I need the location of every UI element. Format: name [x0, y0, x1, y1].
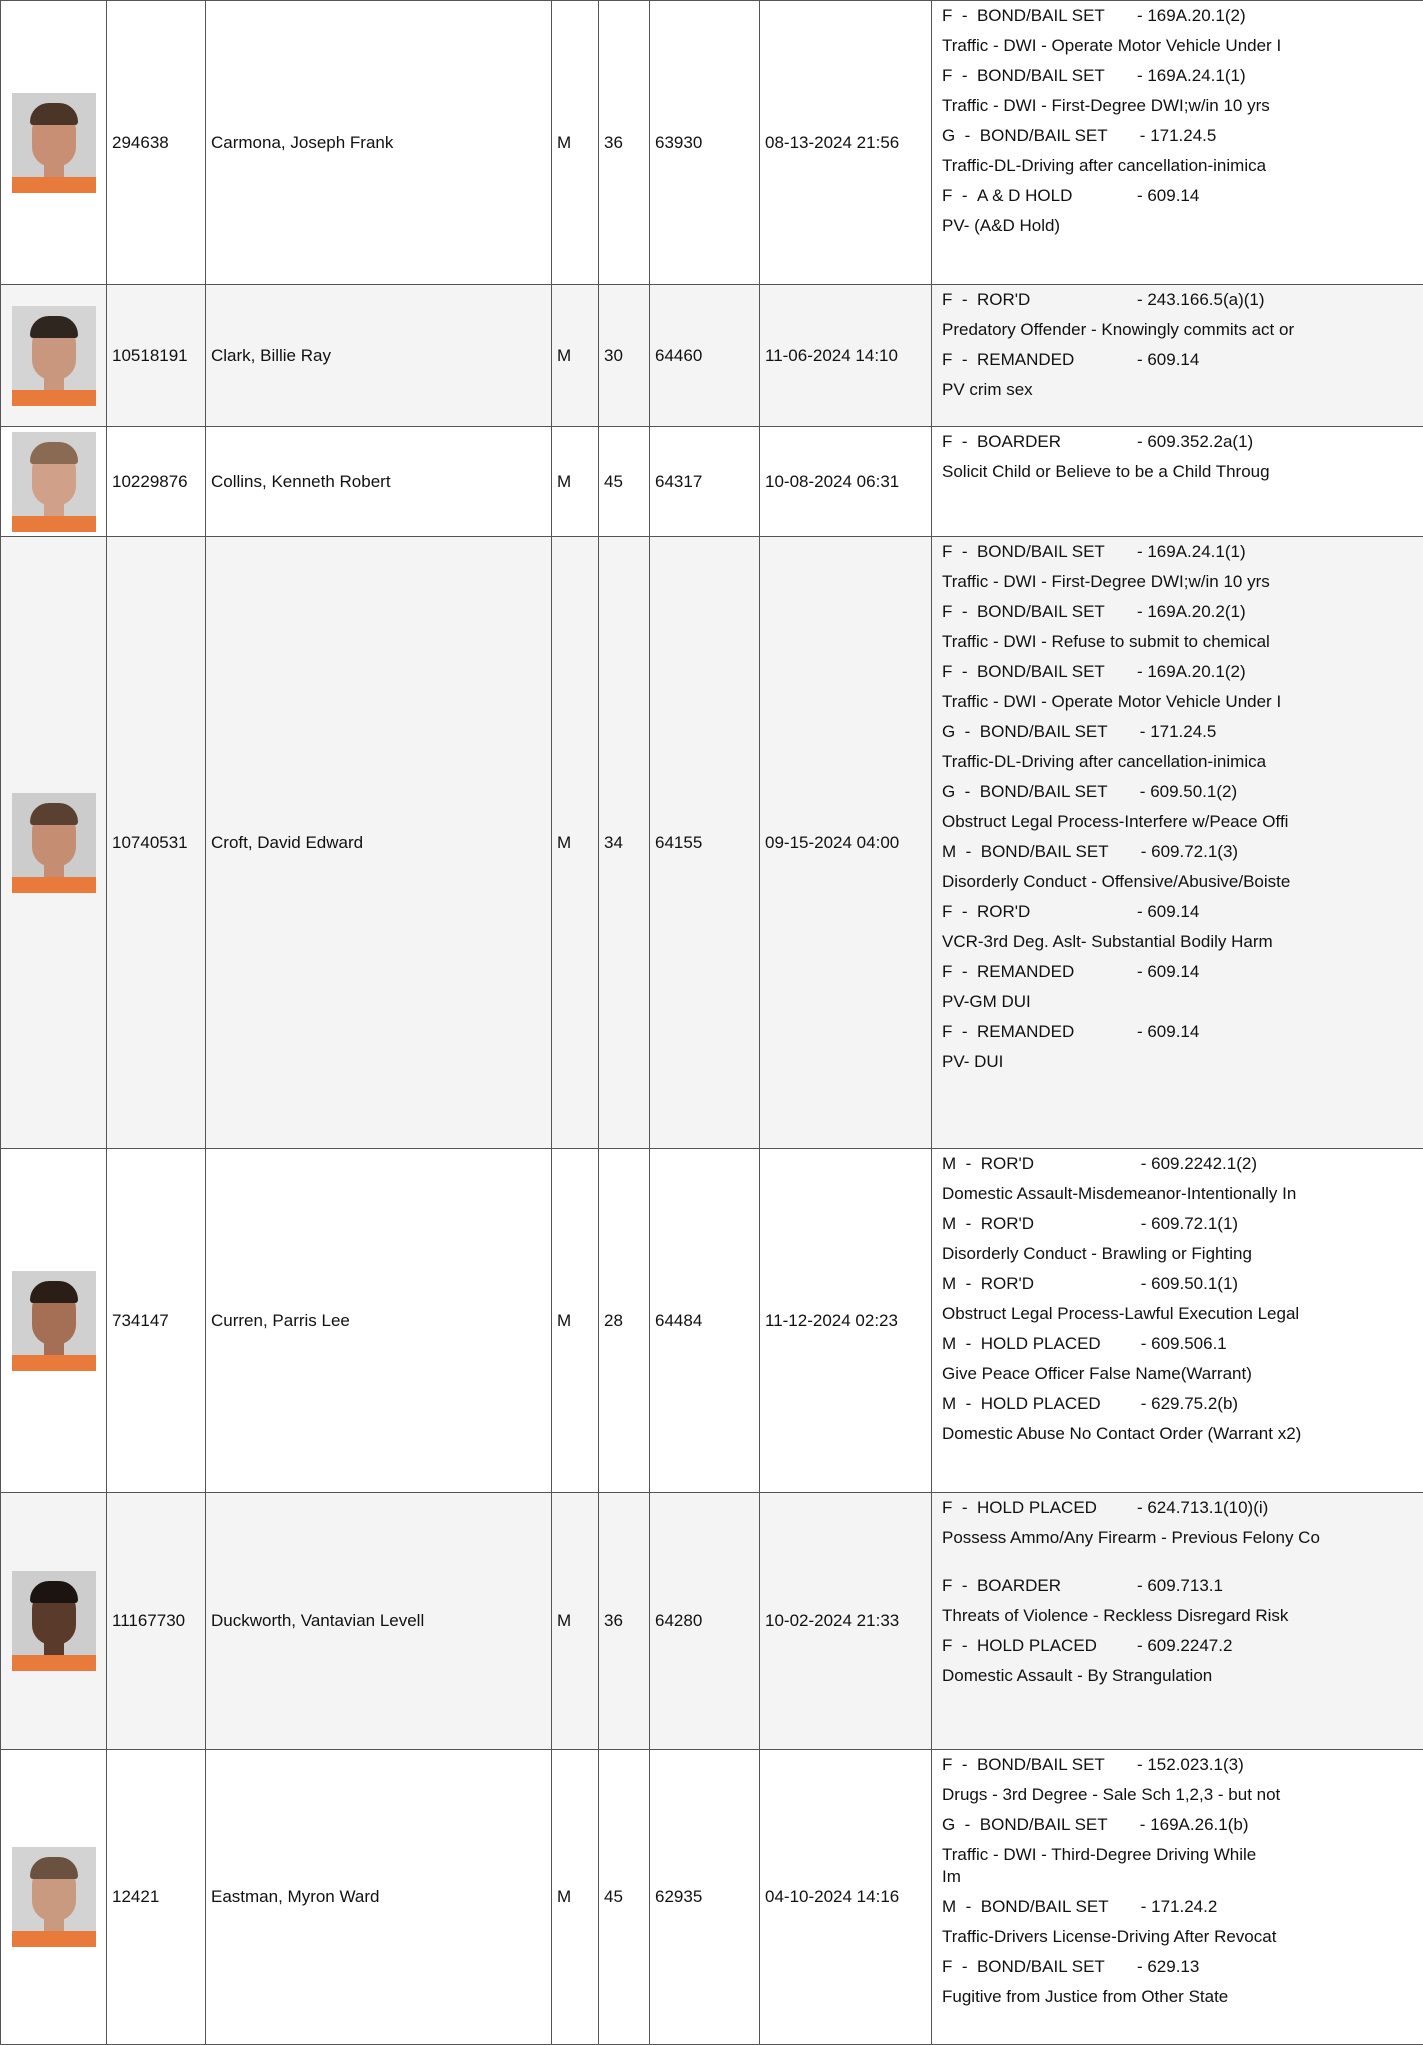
charge-separator: - — [952, 1498, 977, 1517]
charge-description: Obstruct Legal Process-Lawful Execution Legal — [942, 1299, 1423, 1329]
charge-header — [942, 1269, 1423, 1299]
charge-separator: - — [956, 1154, 981, 1173]
charge-separator: - — [1137, 1498, 1147, 1517]
mugshot-shirt — [12, 1355, 96, 1371]
charge-statute: 609.506.1 — [1151, 1334, 1227, 1353]
mugshot-photo — [12, 1271, 96, 1371]
charge-separator: - — [956, 1394, 981, 1413]
charge-level: G — [942, 126, 955, 145]
charge-description: Traffic-DL-Driving after cancellation-inimica — [942, 747, 1423, 777]
charge-header — [942, 897, 1423, 927]
charge-description: PV- DUI — [942, 1047, 1423, 1077]
charge-separator: - — [956, 1274, 981, 1293]
charge-separator: - — [1137, 1957, 1147, 1976]
inmate-id: 294638 — [107, 1, 206, 285]
charge-level: M — [942, 1334, 956, 1353]
charge-status: BOND/BAIL SET — [977, 61, 1137, 91]
inmate-id: 10518191 — [107, 285, 206, 427]
charge-description: Threats of Violence - Reckless Disregard Risk — [942, 1601, 1423, 1631]
charge-status: BOND/BAIL SET — [980, 1810, 1140, 1840]
charge-header — [942, 1, 1423, 31]
charge-header — [942, 717, 1423, 747]
charge-header — [942, 1750, 1423, 1780]
charge-separator: - — [952, 186, 977, 205]
booking-date: 09-15-2024 04:00 — [760, 537, 932, 1149]
mugshot-hair — [30, 803, 78, 825]
charge-level: M — [942, 1274, 956, 1293]
charge-statute: 609.14 — [1147, 962, 1199, 981]
charge-description: PV crim sex — [942, 375, 1423, 405]
charge-description: Predatory Offender - Knowingly commits act or — [942, 315, 1423, 345]
inmate-age: 34 — [599, 537, 650, 1149]
charge-separator: - — [1137, 902, 1147, 921]
inmate-row — [1, 427, 1423, 537]
inmate-name: Carmona, Joseph Frank — [206, 1, 552, 285]
photo-cell — [1, 1493, 107, 1750]
charge-header — [942, 1149, 1423, 1179]
charges-cell — [932, 1493, 1423, 1750]
mugshot-photo — [12, 1847, 96, 1947]
charge-status: HOLD PLACED — [981, 1329, 1141, 1359]
charge-separator: - — [1137, 66, 1147, 85]
charge-statute: 609.14 — [1147, 186, 1199, 205]
charge-status: BOARDER — [977, 1571, 1137, 1601]
inmate-name: Curren, Parris Lee — [206, 1149, 552, 1493]
inmate-row — [1, 1149, 1423, 1493]
charge-separator: - — [1137, 1636, 1147, 1655]
charge-header — [942, 1952, 1423, 1982]
charge-separator: - — [1137, 602, 1147, 621]
charge-status: HOLD PLACED — [977, 1631, 1137, 1661]
booking-number: 64484 — [650, 1149, 760, 1493]
charge-description: Traffic - DWI - First-Degree DWI;w/in 10 yrs — [942, 567, 1423, 597]
charge-header — [942, 1493, 1423, 1523]
charge-description: Traffic - DWI - Operate Motor Vehicle Under I — [942, 687, 1423, 717]
charge-statute: 609.72.1(1) — [1151, 1214, 1238, 1233]
charge-description: VCR-3rd Deg. Aslt- Substantial Bodily Harm — [942, 927, 1423, 957]
inmate-age: 36 — [599, 1493, 650, 1750]
charge-separator: - — [1137, 542, 1147, 561]
charge-separator: - — [1137, 186, 1147, 205]
charge-level: F — [942, 350, 952, 369]
booking-number: 64155 — [650, 537, 760, 1149]
charge-level: M — [942, 842, 956, 861]
mugshot-shirt — [12, 1655, 96, 1671]
charge-statute: 609.2242.1(2) — [1151, 1154, 1257, 1173]
charge-status: HOLD PLACED — [977, 1493, 1137, 1523]
mugshot-shirt — [12, 877, 96, 893]
mugshot-hair — [30, 442, 78, 464]
inmate-name: Collins, Kenneth Robert — [206, 427, 552, 537]
charge-description: Traffic - DWI - Third-Degree Driving While Im — [942, 1840, 1272, 1892]
photo-cell — [1, 285, 107, 427]
charge-description: Traffic - DWI - Refuse to submit to chemical — [942, 627, 1423, 657]
charge-header — [942, 1892, 1423, 1922]
mugshot-photo — [12, 306, 96, 406]
inmate-name: Eastman, Myron Ward — [206, 1750, 552, 2045]
charge-statute: 169A.20.1(2) — [1147, 662, 1245, 681]
charge-level: F — [942, 66, 952, 85]
charge-description: Traffic - DWI - Operate Motor Vehicle Under I — [942, 31, 1423, 61]
charge-separator: - — [1137, 6, 1147, 25]
charge-header — [942, 1389, 1423, 1419]
charge-separator: - — [1137, 962, 1147, 981]
charge-status: A & D HOLD — [977, 181, 1137, 211]
charge-separator: - — [1141, 1214, 1151, 1233]
charge-description: Domestic Abuse No Contact Order (Warrant x2) — [942, 1419, 1423, 1449]
inmate-row — [1, 1, 1423, 285]
charge-description: Traffic - DWI - First-Degree DWI;w/in 10 yrs — [942, 91, 1423, 121]
charge-status: REMANDED — [977, 345, 1137, 375]
charge-header — [942, 957, 1423, 987]
inmate-age: 28 — [599, 1149, 650, 1493]
charge-separator: - — [1137, 1755, 1147, 1774]
charge-level: G — [942, 1815, 955, 1834]
charge-level: M — [942, 1214, 956, 1233]
charge-level: M — [942, 1154, 956, 1173]
inmate-age: 30 — [599, 285, 650, 427]
charges-cell — [932, 285, 1423, 427]
charge-level: F — [942, 1957, 952, 1976]
charge-separator: - — [1141, 1897, 1151, 1916]
charge-statute: 169A.24.1(1) — [1147, 542, 1245, 561]
booking-date: 11-06-2024 14:10 — [760, 285, 932, 427]
inmate-sex: M — [552, 1493, 599, 1750]
charges-cell — [932, 427, 1423, 537]
charge-level: F — [942, 662, 952, 681]
mugshot-shirt — [12, 177, 96, 193]
charge-separator: - — [955, 722, 980, 741]
charge-level: F — [942, 6, 952, 25]
charge-status: ROR'D — [977, 285, 1137, 315]
charge-statute: 609.50.1(2) — [1150, 782, 1237, 801]
inmate-age: 45 — [599, 1750, 650, 2045]
charge-statute: 609.352.2a(1) — [1147, 432, 1253, 451]
mugshot-shirt — [12, 1931, 96, 1947]
charge-description: Fugitive from Justice from Other State — [942, 1982, 1423, 2012]
charge-level: M — [942, 1394, 956, 1413]
charge-level: F — [942, 902, 952, 921]
inmate-row — [1, 1750, 1423, 2045]
charge-separator: - — [952, 66, 977, 85]
booking-date: 08-13-2024 21:56 — [760, 1, 932, 285]
charge-status: BOND/BAIL SET — [977, 657, 1137, 687]
charge-statute: 171.24.5 — [1150, 126, 1216, 145]
charge-header — [942, 537, 1423, 567]
charge-separator: - — [952, 6, 977, 25]
charge-separator: - — [1141, 842, 1151, 861]
booking-number: 64460 — [650, 285, 760, 427]
charge-status: REMANDED — [977, 1017, 1137, 1047]
charges-cell — [932, 1, 1423, 285]
charge-description: Traffic-DL-Driving after cancellation-inimica — [942, 151, 1423, 181]
charge-level: F — [942, 602, 952, 621]
charge-statute: 609.14 — [1147, 1022, 1199, 1041]
charge-separator: - — [1141, 1334, 1151, 1353]
charge-level: F — [942, 962, 952, 981]
charge-level: F — [942, 1022, 952, 1041]
mugshot-photo — [12, 793, 96, 893]
charge-header — [942, 837, 1423, 867]
charge-statute: 169A.20.1(2) — [1147, 6, 1245, 25]
charge-header — [942, 1571, 1423, 1601]
photo-cell — [1, 1149, 107, 1493]
charge-status: BOND/BAIL SET — [981, 837, 1141, 867]
inmate-sex: M — [552, 1750, 599, 2045]
charge-statute: 624.713.1(10)(i) — [1147, 1498, 1268, 1517]
charge-header — [942, 1810, 1423, 1840]
charge-status: BOND/BAIL SET — [980, 777, 1140, 807]
charge-separator: - — [956, 1334, 981, 1353]
inmate-id: 12421 — [107, 1750, 206, 2045]
charge-status: BOND/BAIL SET — [977, 1750, 1137, 1780]
charge-description: Obstruct Legal Process-Interfere w/Peace Offi — [942, 807, 1423, 837]
charge-statute: 609.2247.2 — [1147, 1636, 1232, 1655]
charge-header — [942, 657, 1423, 687]
mugshot-hair — [30, 316, 78, 338]
charge-description: Solicit Child or Believe to be a Child Throug — [942, 457, 1423, 487]
charge-status: BOND/BAIL SET — [977, 597, 1137, 627]
inmate-row — [1, 285, 1423, 427]
inmate-sex: M — [552, 537, 599, 1149]
booking-number: 64280 — [650, 1493, 760, 1750]
charge-status: BOARDER — [977, 427, 1137, 457]
inmate-name: Clark, Billie Ray — [206, 285, 552, 427]
charge-header — [942, 597, 1423, 627]
mugshot-photo — [12, 1571, 96, 1671]
inmate-name: Duckworth, Vantavian Levell — [206, 1493, 552, 1750]
charge-status: ROR'D — [981, 1269, 1141, 1299]
mugshot-shirt — [12, 516, 96, 532]
charge-separator: - — [952, 1576, 977, 1595]
charge-separator: - — [952, 432, 977, 451]
charge-header — [942, 777, 1423, 807]
photo-cell — [1, 537, 107, 1149]
booking-date: 11-12-2024 02:23 — [760, 1149, 932, 1493]
charge-description: PV-GM DUI — [942, 987, 1423, 1017]
charge-separator: - — [952, 902, 977, 921]
mugshot-photo — [12, 93, 96, 193]
charge-statute: 609.72.1(3) — [1151, 842, 1238, 861]
charge-statute: 609.14 — [1147, 350, 1199, 369]
charge-spacer — [942, 1553, 1423, 1571]
charge-statute: 171.24.5 — [1150, 722, 1216, 741]
charge-level: F — [942, 1755, 952, 1774]
inmate-id: 734147 — [107, 1149, 206, 1493]
charge-header — [942, 285, 1423, 315]
charge-header — [942, 1017, 1423, 1047]
inmate-id: 11167730 — [107, 1493, 206, 1750]
charge-status: BOND/BAIL SET — [977, 1952, 1137, 1982]
inmate-id: 10740531 — [107, 537, 206, 1149]
charges-cell — [932, 1149, 1423, 1493]
inmate-sex: M — [552, 285, 599, 427]
charge-description: PV- (A&D Hold) — [942, 211, 1423, 241]
charge-separator: - — [1141, 1394, 1151, 1413]
inmate-row — [1, 537, 1423, 1149]
charge-separator: - — [1141, 1274, 1151, 1293]
charge-statute: 609.14 — [1147, 902, 1199, 921]
charge-level: F — [942, 186, 952, 205]
booking-number: 63930 — [650, 1, 760, 285]
charge-separator: - — [1140, 722, 1150, 741]
charge-description: Domestic Assault - By Strangulation — [942, 1661, 1423, 1691]
booking-date: 10-02-2024 21:33 — [760, 1493, 932, 1750]
charge-statute: 629.13 — [1147, 1957, 1199, 1976]
mugshot-hair — [30, 1857, 78, 1879]
charge-separator: - — [952, 1636, 977, 1655]
charge-status: BOND/BAIL SET — [980, 121, 1140, 151]
charge-header — [942, 61, 1423, 91]
charges-cell — [932, 537, 1423, 1149]
charge-separator: - — [952, 290, 977, 309]
roster-body — [1, 1, 1423, 2045]
charge-status: BOND/BAIL SET — [981, 1892, 1141, 1922]
charge-statute: 169A.20.2(1) — [1147, 602, 1245, 621]
charge-separator: - — [956, 842, 981, 861]
charge-status: HOLD PLACED — [981, 1389, 1141, 1419]
charge-separator: - — [1137, 1576, 1147, 1595]
mugshot-photo — [12, 432, 96, 532]
mugshot-hair — [30, 1281, 78, 1303]
charge-description: Drugs - 3rd Degree - Sale Sch 1,2,3 - but not — [942, 1780, 1423, 1810]
charge-separator: - — [955, 126, 980, 145]
charge-description: Domestic Assault-Misdemeanor-Intentionally In — [942, 1179, 1423, 1209]
charge-separator: - — [1140, 126, 1150, 145]
charge-header — [942, 427, 1423, 457]
charge-statute: 169A.26.1(b) — [1150, 1815, 1248, 1834]
inmate-row — [1, 1493, 1423, 1750]
booking-number: 64317 — [650, 427, 760, 537]
charge-header — [942, 181, 1423, 211]
photo-cell — [1, 1750, 107, 2045]
charge-separator: - — [956, 1897, 981, 1916]
charge-separator: - — [1137, 662, 1147, 681]
charge-status: ROR'D — [981, 1149, 1141, 1179]
charge-separator: - — [1140, 782, 1150, 801]
charge-description: Disorderly Conduct - Offensive/Abusive/Boiste — [942, 867, 1423, 897]
charge-level: G — [942, 722, 955, 741]
charge-statute: 171.24.2 — [1151, 1897, 1217, 1916]
charge-statute: 629.75.2(b) — [1151, 1394, 1238, 1413]
charge-level: M — [942, 1897, 956, 1916]
charge-header — [942, 121, 1423, 151]
charge-separator: - — [952, 662, 977, 681]
charge-level: F — [942, 1636, 952, 1655]
charge-level: F — [942, 432, 952, 451]
inmate-sex: M — [552, 427, 599, 537]
inmate-age: 45 — [599, 427, 650, 537]
inmate-sex: M — [552, 1149, 599, 1493]
charge-status: REMANDED — [977, 957, 1137, 987]
charge-separator: - — [955, 782, 980, 801]
inmate-age: 36 — [599, 1, 650, 285]
inmate-sex: M — [552, 1, 599, 285]
mugshot-hair — [30, 1581, 78, 1603]
charge-description: Possess Ammo/Any Firearm - Previous Felony Co — [942, 1523, 1423, 1553]
charge-status: ROR'D — [977, 897, 1137, 927]
charge-header — [942, 345, 1423, 375]
charge-statute: 152.023.1(3) — [1147, 1755, 1243, 1774]
charge-level: F — [942, 1498, 952, 1517]
charge-separator: - — [952, 1022, 977, 1041]
charge-separator: - — [1137, 1022, 1147, 1041]
charge-status: BOND/BAIL SET — [977, 1, 1137, 31]
photo-cell — [1, 1, 107, 285]
charge-separator: - — [955, 1815, 980, 1834]
booking-date: 10-08-2024 06:31 — [760, 427, 932, 537]
charge-level: G — [942, 782, 955, 801]
charge-separator: - — [952, 1957, 977, 1976]
charge-status: BOND/BAIL SET — [977, 537, 1137, 567]
charge-separator: - — [1137, 432, 1147, 451]
charge-level: F — [942, 1576, 952, 1595]
charge-level: F — [942, 290, 952, 309]
charge-separator: - — [1140, 1815, 1150, 1834]
charge-separator: - — [956, 1214, 981, 1233]
charge-header — [942, 1209, 1423, 1239]
charge-separator: - — [952, 542, 977, 561]
mugshot-shirt — [12, 390, 96, 406]
charge-statute: 243.166.5(a)(1) — [1147, 290, 1264, 309]
charge-description: Disorderly Conduct - Brawling or Fighting — [942, 1239, 1423, 1269]
charge-separator: - — [952, 962, 977, 981]
charge-header — [942, 1329, 1423, 1359]
inmate-id: 10229876 — [107, 427, 206, 537]
booking-number: 62935 — [650, 1750, 760, 2045]
charge-separator: - — [1141, 1154, 1151, 1173]
charge-status: ROR'D — [981, 1209, 1141, 1239]
charges-cell — [932, 1750, 1423, 2045]
charge-separator: - — [952, 602, 977, 621]
charge-header — [942, 1631, 1423, 1661]
charge-statute: 609.713.1 — [1147, 1576, 1223, 1595]
inmate-name: Croft, David Edward — [206, 537, 552, 1149]
charge-description: Give Peace Officer False Name(Warrant) — [942, 1359, 1423, 1389]
charge-separator: - — [952, 1755, 977, 1774]
mugshot-hair — [30, 103, 78, 125]
charge-description: Traffic-Drivers License-Driving After Revocat — [942, 1922, 1423, 1952]
charge-statute: 609.50.1(1) — [1151, 1274, 1238, 1293]
charge-level: F — [942, 542, 952, 561]
charge-statute: 169A.24.1(1) — [1147, 66, 1245, 85]
charge-separator: - — [952, 350, 977, 369]
photo-cell — [1, 427, 107, 537]
charge-separator: - — [1137, 290, 1147, 309]
charge-status: BOND/BAIL SET — [980, 717, 1140, 747]
charge-separator: - — [1137, 350, 1147, 369]
booking-date: 04-10-2024 14:16 — [760, 1750, 932, 2045]
